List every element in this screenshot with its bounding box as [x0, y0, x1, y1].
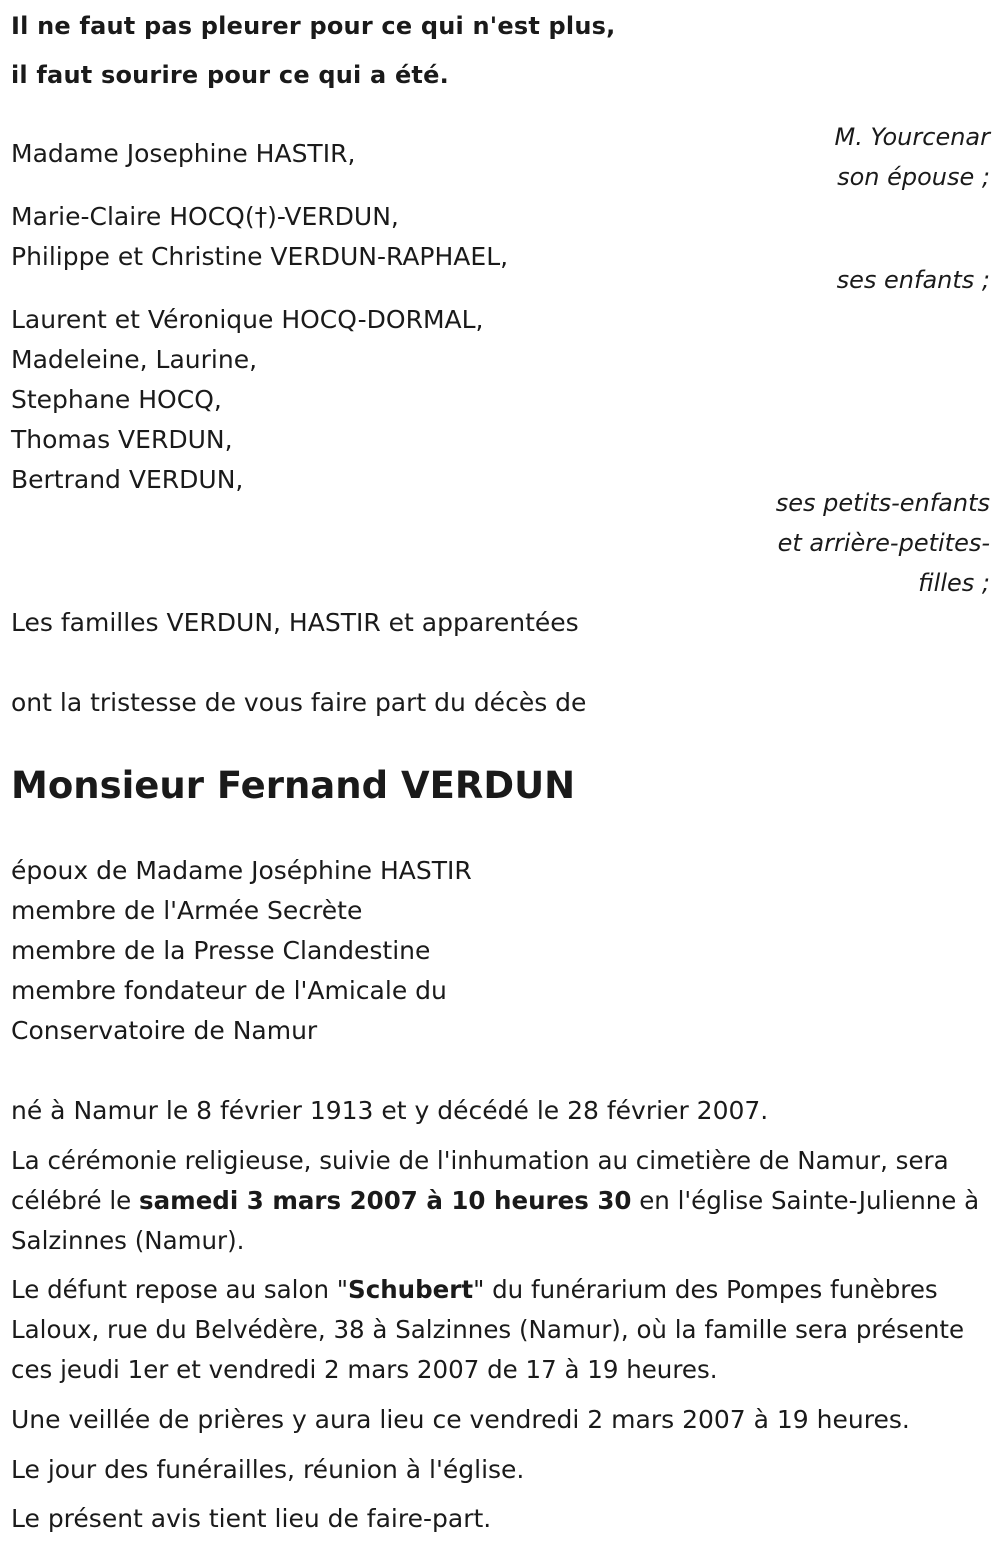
grandchild-name: Thomas VERDUN,: [11, 425, 233, 454]
deceased-title: membre fondateur de l'Amicale du: [11, 976, 447, 1005]
families-line: Les familles VERDUN, HASTIR et apparentées: [11, 608, 579, 637]
notice-line: Le présent avis tient lieu de faire-part.: [11, 1504, 492, 1533]
deceased-title: époux de Madame Joséphine HASTIR: [11, 856, 472, 885]
deceased-title: membre de l'Armée Secrète: [11, 896, 363, 925]
quote-line-2: il faut sourire pour ce qui a été.: [11, 61, 449, 89]
announcement-line: ont la tristesse de vous faire part du décès de: [11, 688, 587, 717]
deceased-title: Conservatoire de Namur: [11, 1016, 318, 1045]
grandchildren-role-line-1: ses petits-enfants: [775, 489, 990, 517]
quote-line-1: Il ne faut pas pleurer pour ce qui n'est plus,: [11, 12, 616, 40]
rest-paragraph: [11, 1270, 991, 1390]
quote-author: M. Yourcenar: [834, 123, 990, 151]
grandchild-name: Stephane HOCQ,: [11, 385, 222, 414]
grandchild-name: Bertrand VERDUN,: [11, 465, 244, 494]
rest-text-post: " du funérarium des Pompes funèbres Laloux, rue du Belvédère, 38 à Salzinnes (Namur), où la famille sera présente ces jeudi 1er et vendredi 2 mars 2007 de 17 à 19 heures.: [11, 1275, 965, 1384]
grandchildren-role-line-2: et arrière-petites-: [777, 529, 990, 557]
funeral-day-line: Le jour des funérailles, réunion à l'église.: [11, 1455, 525, 1484]
rest-text-pre: Le défunt repose au salon ": [11, 1275, 349, 1304]
grandchild-name: Laurent et Véronique HOCQ-DORMAL,: [11, 305, 484, 334]
ceremony-text-post: en l'église Sainte-Julienne à Salzinnes (Namur).: [11, 1186, 980, 1255]
rest-salon-name: Schubert: [348, 1275, 474, 1304]
ceremony-date: samedi 3 mars 2007 à 10 heures 30: [139, 1186, 632, 1215]
vigil-line: Une veillée de prières y aura lieu ce vendredi 2 mars 2007 à 19 heures.: [11, 1405, 910, 1434]
deceased-title: membre de la Presse Clandestine: [11, 936, 431, 965]
spouse-name: Madame Josephine HASTIR,: [11, 139, 356, 168]
deceased-name: Monsieur Fernand VERDUN: [11, 764, 576, 807]
birth-death-line: né à Namur le 8 février 1913 et y décédé le 28 février 2007.: [11, 1096, 769, 1125]
child-name: Philippe et Christine VERDUN-RAPHAEL,: [11, 242, 509, 271]
child-name: Marie-Claire HOCQ(†)-VERDUN,: [11, 202, 399, 231]
grandchildren-role-line-3: filles ;: [918, 569, 990, 597]
spouse-role: son épouse ;: [837, 163, 990, 191]
ceremony-text-pre: La cérémonie religieuse, suivie de l'inhumation au cimetière de Namur, sera célébré le: [11, 1146, 949, 1215]
ceremony-paragraph: [11, 1141, 991, 1261]
children-role: ses enfants ;: [836, 266, 990, 294]
grandchild-name: Madeleine, Laurine,: [11, 345, 258, 374]
